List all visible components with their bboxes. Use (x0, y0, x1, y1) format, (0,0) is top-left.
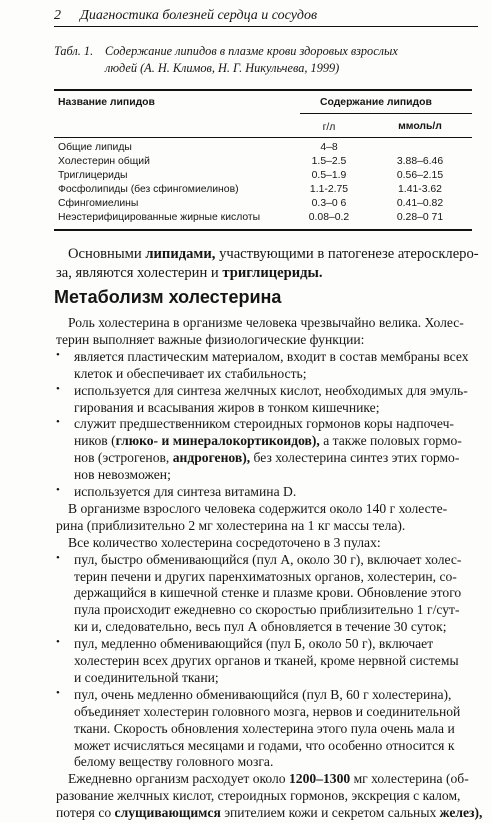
text-run: участвующими в патогенезе атеросклеро- (215, 246, 479, 262)
bold-term: липидами, (145, 246, 216, 262)
text-line: холестерин всех других органов и тканей, кроме нервной системы (74, 653, 459, 668)
unit-gl: г/л (322, 122, 336, 133)
lipid-name: Сфингомиелины (58, 198, 139, 209)
value-gl: 0.5–1.9 (311, 170, 347, 181)
text-line: является пластическим материалом, входит в состав мембраны всех (74, 348, 469, 364)
table-number: Табл. 1. (54, 44, 94, 58)
bullet-marker: • (56, 686, 60, 699)
text-line: В организме взрослого человека содержится около 140 г холесте- (68, 500, 448, 516)
text-line: ткани. Скорость обновления холестерина этого пула очень мала и (74, 720, 455, 736)
text-line: держащийся в кишечной стенке и плазме крови. Обновление этого (74, 585, 462, 601)
text-run: нов (эстрогенов, (74, 450, 173, 466)
bullet-marker: • (56, 636, 60, 649)
text-line: и соединительной ткани; (74, 669, 219, 685)
text-run: белому веществу головного мозга. (74, 754, 274, 770)
value-mmol: 3.88–6.46 (396, 156, 444, 167)
text-line: нов невозможен; (74, 467, 171, 483)
value-mmol: 1.41-3.62 (398, 184, 442, 195)
text-run: ников ( (74, 433, 116, 449)
value-gl: 1.5–2.5 (311, 156, 347, 167)
text-line: используется для синтеза желчных кислот, необходимых для эмуль- (74, 382, 468, 398)
lipid-name: Общие липиды (58, 142, 132, 153)
caption-line: Содержание липидов в плазме крови здоровых взрослых (105, 44, 398, 58)
value-mmol: 0.56–2.15 (396, 170, 444, 181)
value-gl: 0.08–0.2 (308, 212, 350, 223)
bullet-marker: • (56, 551, 60, 564)
text-line: пул, медленно обменивающийся (пул Б, около 50 г), включает (74, 636, 434, 652)
lipid-name: Неэстерифицированные жирные кислоты (58, 212, 261, 223)
text-run: разование желчных кислот, стероидных гормонов, экскреция с калом, (56, 788, 461, 804)
value-mmol: 0.28–0 71 (396, 212, 444, 223)
unit-mmol: ммоль/л (398, 121, 442, 132)
text-run: за, являются холестерин и (56, 265, 223, 281)
text-run: мг холестерина (об- (350, 771, 469, 787)
table-bottom-rule (54, 229, 472, 231)
running-header (54, 6, 478, 27)
text-line: пула происходит ежедневно со скоростью приблизительно 1 г/сут- (74, 602, 460, 618)
lipid-name: Фосфолипиды (без сфингомиелинов) (58, 184, 239, 195)
page-number: 2 (54, 8, 61, 23)
bold-term: триглицериды. (222, 265, 323, 281)
text-line (56, 803, 482, 822)
text-line: терин печени и других паренхиматозных органов, холестерин, со- (74, 568, 457, 584)
text-line: пул, быстро обменивающийся (пул А, около 30 г), включает холес- (74, 551, 462, 567)
bold-term: 1200–1300 (289, 771, 351, 787)
running-title: Диагностика болезней сердца и сосудов (80, 8, 318, 23)
text-line: рина (приблизительно 2 мг холестерина на 1 кг массы тела). (56, 517, 406, 533)
table-top-rule (54, 89, 472, 91)
text-line: гирования и всасывания жиров в тонком кишечнике; (74, 399, 380, 415)
header-subrule (300, 113, 472, 114)
value-gl: 1.1-2.75 (309, 184, 349, 195)
bullet-marker: • (56, 382, 60, 395)
bold-term: слущивающимся (114, 805, 221, 821)
text-run: Ежедневно организм расходует около (68, 771, 289, 787)
section-heading: Метаболизм холестерина (54, 287, 282, 307)
value-gl: 0.3–0 6 (311, 198, 347, 209)
text-run: потеря со (56, 805, 115, 821)
bullet-marker: • (56, 484, 60, 496)
bullet-marker: • (56, 348, 60, 361)
text-line: Все количество холестерина сосредоточено в 3 пулах: (68, 534, 381, 550)
value-mmol: 0.41–0.82 (396, 198, 444, 209)
text-line: клеток и обеспечивает их стабильность; (74, 365, 307, 381)
text-run: эпителием кожи и секретом сальных (220, 805, 440, 821)
caption-line: людей (А. Н. Климов, Н. Г. Никульчева, 1999) (105, 61, 340, 75)
column-header-name: Название липидов (58, 97, 155, 108)
header-bottom-rule (54, 137, 472, 138)
text-run: без холестерина синтез этих гормо- (250, 450, 460, 466)
bullet-marker: • (56, 416, 60, 429)
text-line: служит предшественником стероидных гормонов коры надпочеч- (74, 416, 454, 432)
text-line: Роль холестерина в организме человека чрезвычайно велика. Холес- (68, 315, 464, 330)
text-run: может исчисляться месяцами и годами, что особенно относится к (74, 737, 455, 753)
bold-term: андрогенов), (172, 450, 251, 466)
bold-term: глюко- и минералокортикоидов), (115, 433, 320, 449)
text-line: ки и, следовательно, весь пул А обновляется в течение 30 суток; (74, 619, 447, 635)
text-line: используется для синтеза витамина D. (74, 484, 297, 499)
bold-term: желез), (439, 805, 483, 821)
text-line: терин выполняет важные физиологические функции: (56, 331, 365, 347)
text-line: пул, очень медленно обменивающийся (пул В, 60 г холестерина), (74, 686, 452, 702)
text-run: а также половых гормо- (319, 433, 462, 449)
text-line: объединяет холестерин головного мозга, нервов и соединительной (74, 703, 461, 719)
text-run: Основными (68, 246, 146, 262)
lipid-name: Холестерин общий (58, 156, 150, 167)
column-header-content: Содержание липидов (320, 97, 432, 108)
value-gl: 4–8 (320, 142, 338, 153)
lipid-name: Триглицериды (58, 170, 128, 181)
